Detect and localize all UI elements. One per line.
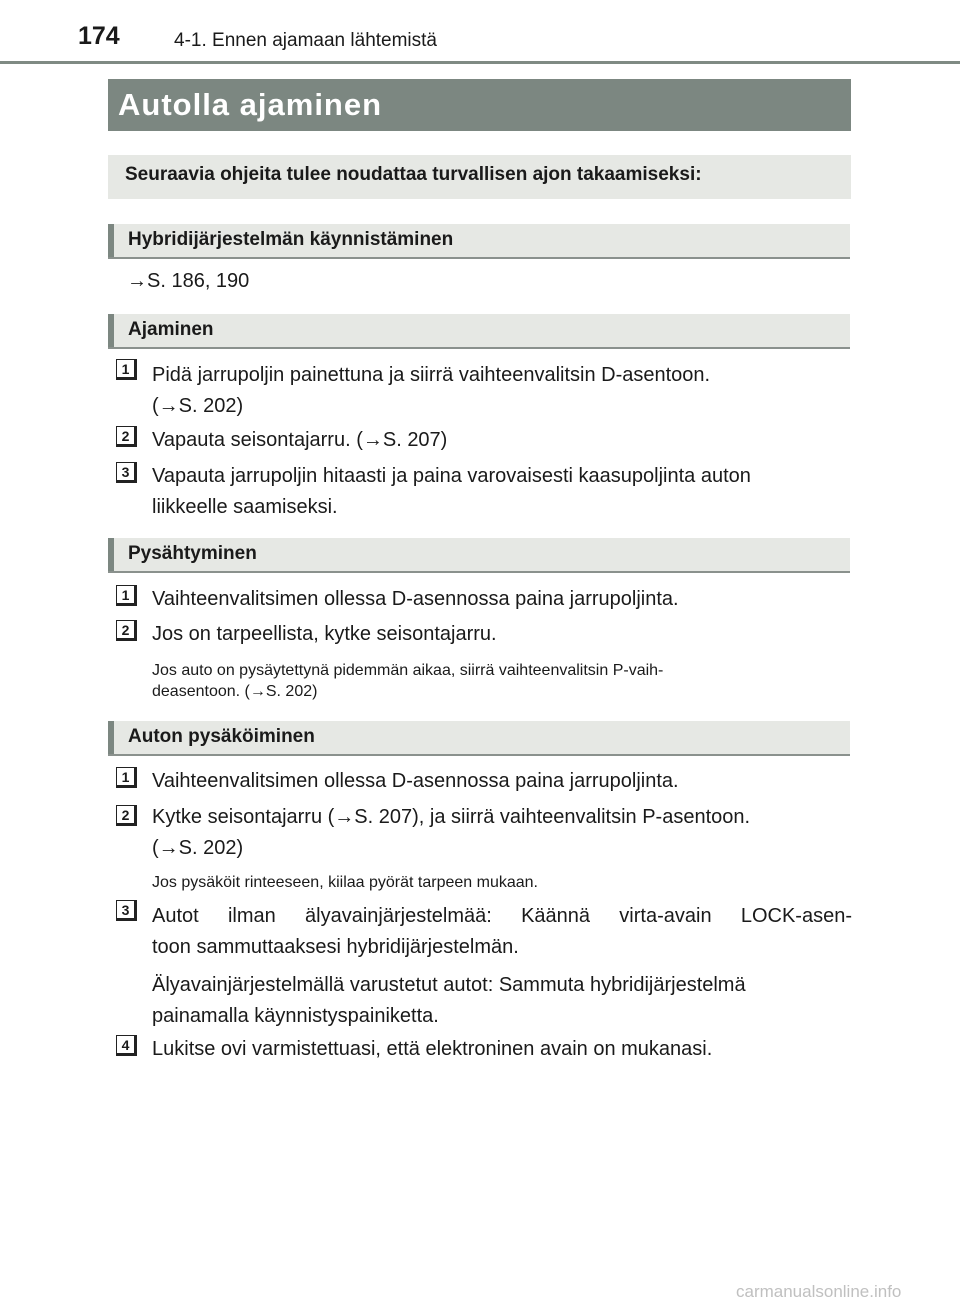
step-line: Autot ilman älyavainjärjestelmää: Käännä virta-avain LOCK-asen- <box>152 905 852 927</box>
step-text <box>152 901 852 1032</box>
step-line: painamalla käynnistyspainiketta. <box>152 1005 439 1027</box>
step-text <box>152 584 852 615</box>
step-text <box>152 425 852 456</box>
step-number-box <box>116 805 137 826</box>
step-text <box>152 766 852 797</box>
step-line: Älyavainjärjestelmällä varustetut autot: Sammuta hybridijärjestelmä <box>152 974 746 996</box>
page-title: Autolla ajaminen <box>118 87 383 122</box>
step-line: Vaihteenvalitsimen ollessa D-asennossa paina jarrupoljinta. <box>152 770 679 792</box>
parking-note <box>152 872 852 893</box>
step-line: Vapauta seisontajarru. (→S. 207) <box>152 429 448 451</box>
watermark: carmanualsonline.info <box>736 1282 902 1301</box>
step-line: toon sammuttaaksesi hybridijärjestelmän. <box>152 936 519 958</box>
step-text <box>152 360 852 422</box>
section-heading-label: Auton pysäköiminen <box>128 726 315 747</box>
step-line: Pidä jarrupoljin painettuna ja siirrä vaihteenvalitsin D-asentoon. <box>152 364 711 386</box>
note-line: Jos pysäköit rinteeseen, kiilaa pyörät tarpeen mukaan. <box>152 874 538 891</box>
note-line: deasentoon. (→S. 202) <box>152 683 318 700</box>
page-header <box>0 0 960 64</box>
intro-text: Seuraavia ohjeita tulee noudattaa turvallisen ajon takaamiseksi: <box>125 164 702 185</box>
step-number: 1 <box>121 361 130 377</box>
note-line: Jos auto on pysäytettynä pidemmän aikaa, siirrä vaihteenvalitsin P-vaih- <box>152 662 664 679</box>
section-heading-stopping <box>108 538 850 573</box>
step-text <box>152 802 852 864</box>
step-line: Lukitse ovi varmistettuasi, että elektroninen avain on mukanasi. <box>152 1038 713 1060</box>
step-line: liikkeelle saamiseksi. <box>152 496 338 518</box>
section-heading-label: Pysähtyminen <box>128 543 257 564</box>
intro-box <box>108 155 851 199</box>
chapter-title: 4-1. Ennen ajamaan lähtemistä <box>174 30 437 51</box>
step-number-box <box>116 767 137 788</box>
step-number-box <box>116 585 137 606</box>
page-number: 174 <box>78 22 120 50</box>
section-heading-driving <box>108 314 850 349</box>
step-text <box>152 1034 852 1065</box>
step-number: 2 <box>121 807 130 823</box>
section-heading-label: Hybridijärjestelmän käynnistäminen <box>128 229 454 250</box>
step-line: Kytke seisontajarru (→S. 207), ja siirrä vaihteenvalitsin P-asentoon. <box>152 806 751 828</box>
step-text <box>152 619 852 650</box>
step-number-box <box>116 426 137 447</box>
step-line: (→S. 202) <box>152 395 244 417</box>
page-title-bar <box>108 79 851 131</box>
step-number: 2 <box>121 622 130 638</box>
section-heading-start <box>108 224 850 259</box>
step-text <box>152 461 852 523</box>
step-line: (→S. 202) <box>152 837 244 859</box>
step-number: 1 <box>121 769 130 785</box>
step-number-box <box>116 462 137 483</box>
step-number: 4 <box>121 1037 130 1053</box>
step-line: Vapauta jarrupoljin hitaasti ja paina varovaisesti kaasupoljinta auton <box>152 465 751 487</box>
step-number: 3 <box>121 464 130 480</box>
step-number: 2 <box>121 428 130 444</box>
section-heading-label: Ajaminen <box>128 319 214 340</box>
step-number: 1 <box>121 587 130 603</box>
step-number-box <box>116 900 137 921</box>
step-number-box <box>116 620 137 641</box>
step-number-box <box>116 1035 137 1056</box>
start-page-reference: →S. 186, 190 <box>127 270 250 292</box>
stopping-note <box>152 660 852 702</box>
step-number-box <box>116 359 137 380</box>
step-number: 3 <box>121 902 130 918</box>
section-heading-parking <box>108 721 850 756</box>
step-line: Vaihteenvalitsimen ollessa D-asennossa paina jarrupoljinta. <box>152 588 679 610</box>
step-line: Jos on tarpeellista, kytke seisontajarru. <box>152 623 497 645</box>
header-divider <box>0 61 960 64</box>
